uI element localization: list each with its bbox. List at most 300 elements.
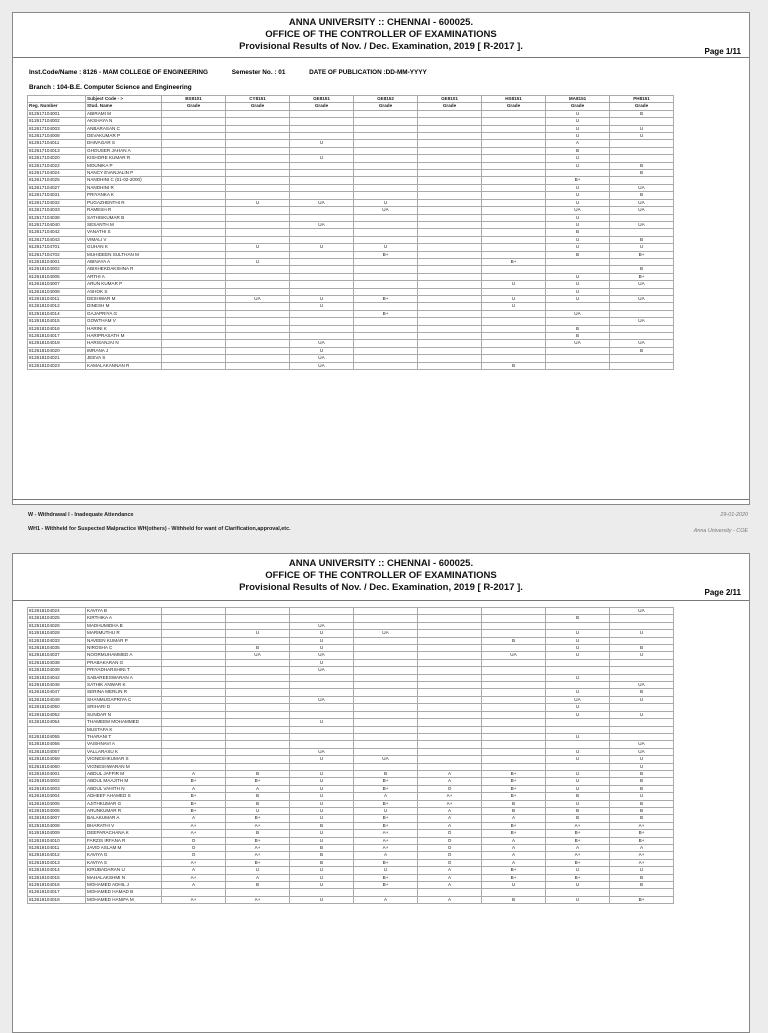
grade-cell: B+	[162, 800, 226, 807]
grade-cell: B	[546, 815, 610, 822]
grade-cell	[482, 310, 546, 317]
grade-cell	[354, 689, 418, 696]
reg-number-cell: 812617104027	[28, 184, 86, 191]
student-name-cell: PRABAKARAN G	[86, 659, 162, 666]
grade-cell: B+	[482, 867, 546, 874]
grade-cell	[354, 184, 418, 191]
grade-cell: U	[290, 244, 354, 251]
grade-cell	[418, 630, 482, 637]
student-name-cell: THARANI T	[86, 733, 162, 740]
grade-cell: U	[226, 199, 290, 206]
grade-cell	[482, 741, 546, 748]
grade-cell	[226, 177, 290, 184]
student-name-cell: NIROSHA C	[86, 645, 162, 652]
grade-cell: A+	[226, 852, 290, 859]
grade-cell: A	[546, 140, 610, 147]
grade-cell: B	[290, 859, 354, 866]
grade-cell: A+	[226, 896, 290, 903]
grade-cell: B+	[610, 251, 674, 258]
grade-cell	[290, 733, 354, 740]
grade-cell: A	[418, 770, 482, 777]
grade-cell: U	[546, 295, 610, 302]
student-name-cell: NAVEEN KUMAR P	[86, 637, 162, 644]
grade-cell	[354, 719, 418, 726]
grade-cell: A+	[610, 822, 674, 829]
student-name-cell: THAMEEM MOHAMMED	[86, 719, 162, 726]
grade-cell	[482, 125, 546, 132]
grade-cell	[610, 155, 674, 162]
student-name-cell: KAVIYA B	[86, 608, 162, 615]
student-name-cell: MADHUMIDHA B	[86, 622, 162, 629]
grade-cell	[162, 667, 226, 674]
grade-cell: B+	[482, 874, 546, 881]
grade-cell	[162, 682, 226, 689]
grade-cell	[290, 251, 354, 258]
grade-cell: B	[354, 770, 418, 777]
grade-cell	[290, 177, 354, 184]
table-row	[28, 622, 674, 629]
table-row	[28, 229, 674, 236]
grade-cell: B	[610, 882, 674, 889]
grade-cell	[226, 347, 290, 354]
grade-cell	[162, 696, 226, 703]
student-name-cell: NOORMUHAMMED A	[86, 652, 162, 659]
table-row	[28, 830, 674, 837]
grade-cell: A+	[162, 896, 226, 903]
reg-number-cell: 812618104001	[28, 258, 86, 265]
grade-cell: U	[610, 133, 674, 140]
student-name-cell: GHOUSER JAHAN A	[86, 147, 162, 154]
table-row	[28, 756, 674, 763]
grade-cell	[354, 273, 418, 280]
reg-number-cell: 812619104012	[28, 852, 86, 859]
student-name-cell: GAJAPRIYA G	[86, 310, 162, 317]
grade-cell	[482, 696, 546, 703]
grade-cell	[226, 162, 290, 169]
grade-cell: B+	[162, 778, 226, 785]
grade-cell: U	[290, 303, 354, 310]
student-name-cell: AKSHAYA N	[86, 118, 162, 125]
grade-cell: B+	[354, 251, 418, 258]
grade-cell	[418, 147, 482, 154]
grade-cell	[290, 258, 354, 265]
student-name-cell: MUHIDEEN SULTHAN M	[86, 251, 162, 258]
grade-cell	[226, 733, 290, 740]
table-row	[28, 184, 674, 191]
reg-number-cell: 812618104020	[28, 347, 86, 354]
grade-cell	[290, 689, 354, 696]
grade-cell: U	[290, 659, 354, 666]
grade-cell: U	[546, 711, 610, 718]
grade-cell: U	[610, 630, 674, 637]
table-row	[28, 659, 674, 666]
table-row	[28, 733, 674, 740]
table-row	[28, 852, 674, 859]
grade-cell	[226, 221, 290, 228]
grade-cell: B	[546, 147, 610, 154]
student-name-cell: PRIYADHARSHINI T	[86, 667, 162, 674]
page-number: Page 1/11	[704, 47, 741, 56]
grade-cell	[290, 147, 354, 154]
grade-cell	[482, 682, 546, 689]
grade-cell: B	[610, 110, 674, 117]
grade-cell	[162, 748, 226, 755]
grade-cell	[546, 667, 610, 674]
reg-number-cell: 812618104002	[28, 266, 86, 273]
student-name-cell: VIMALI V	[86, 236, 162, 243]
grade-cell: A+	[610, 859, 674, 866]
grade-cell	[290, 236, 354, 243]
reg-number-cell: 812618104042	[28, 674, 86, 681]
grade-cell	[482, 340, 546, 347]
table-row	[28, 133, 674, 140]
grade-cell	[418, 325, 482, 332]
reg-number-cell: 812618104014	[28, 310, 86, 317]
table-row	[28, 310, 674, 317]
grade-cell: B	[226, 800, 290, 807]
grade-cell	[290, 214, 354, 221]
student-name-cell: DINESH M	[86, 303, 162, 310]
grade-cell	[482, 133, 546, 140]
grade-cell	[226, 236, 290, 243]
grade-cell	[354, 170, 418, 177]
grade-cell	[418, 362, 482, 369]
student-name-cell: GOWTHAM V	[86, 318, 162, 325]
grade-cell	[482, 273, 546, 280]
grade-cell	[290, 184, 354, 191]
table-row	[28, 615, 674, 622]
grade-cell	[418, 622, 482, 629]
grade-cell	[290, 118, 354, 125]
grade-cell	[546, 355, 610, 362]
grade-cell	[546, 258, 610, 265]
grade-cell: B	[610, 162, 674, 169]
grade-cell	[162, 199, 226, 206]
grade-cell	[610, 733, 674, 740]
grade-cell: A+	[162, 859, 226, 866]
grade-cell	[226, 281, 290, 288]
grade-cell: B	[482, 362, 546, 369]
subject-code-label: Subject Code - >	[86, 96, 162, 103]
table-row	[28, 630, 674, 637]
grade-cell: B	[226, 793, 290, 800]
coe-label: Anna University - COE	[693, 528, 748, 534]
grade-cell	[418, 133, 482, 140]
print-date: 29-01-2020	[720, 512, 748, 518]
grade-cell: U	[290, 830, 354, 837]
results-table	[27, 607, 674, 904]
grade-cell	[162, 273, 226, 280]
grade-cell	[610, 214, 674, 221]
table-row	[28, 696, 674, 703]
reg-number-cell: 812617104031	[28, 192, 86, 199]
grade-cell: UA	[290, 340, 354, 347]
table-row	[28, 800, 674, 807]
reg-number-cell: 812617104025	[28, 177, 86, 184]
student-name-cell: MOHAMED HANIFA M	[86, 896, 162, 903]
grade-cell: B	[226, 645, 290, 652]
grade-cell: O	[418, 845, 482, 852]
grade-cell	[290, 763, 354, 770]
reg-number-cell: 812618104049	[28, 696, 86, 703]
student-name-cell: SATHISKUMAR B	[86, 214, 162, 221]
table-row	[28, 362, 674, 369]
grade-cell: U	[610, 125, 674, 132]
grade-cell: A+	[226, 822, 290, 829]
student-name-cell: VIGNESHKUMAR S	[86, 756, 162, 763]
student-name-cell: PUGAZHENTHI R	[86, 199, 162, 206]
grade-cell: U	[354, 807, 418, 814]
student-name-cell: DEEPARACHANA K	[86, 830, 162, 837]
grade-cell: O	[162, 845, 226, 852]
grade-cell: U	[546, 756, 610, 763]
grade-cell	[354, 133, 418, 140]
grade-cell	[226, 608, 290, 615]
reg-number-cell: 812617104040	[28, 221, 86, 228]
grade-cell	[482, 711, 546, 718]
reg-number-cell: 812618104008	[28, 288, 86, 295]
grade-cell	[418, 110, 482, 117]
grade-cell	[610, 229, 674, 236]
grade-header: Grade	[482, 103, 546, 110]
grade-cell: B+	[482, 785, 546, 792]
grade-cell	[482, 756, 546, 763]
institution-info	[29, 69, 427, 76]
grade-cell: B+	[162, 807, 226, 814]
grade-cell: U	[546, 800, 610, 807]
student-name-cell: ANBARASAN C	[86, 125, 162, 132]
grade-cell: B+	[354, 882, 418, 889]
student-name-cell: AJITHKUMAR G	[86, 800, 162, 807]
grade-cell: B+	[610, 837, 674, 844]
grade-cell	[610, 355, 674, 362]
grade-cell: A	[418, 874, 482, 881]
grade-cell: UA	[610, 741, 674, 748]
student-name-cell: ABDUL VAHITH N	[86, 785, 162, 792]
grade-cell	[226, 689, 290, 696]
grade-cell	[226, 719, 290, 726]
grade-cell	[290, 608, 354, 615]
student-name-cell: JAVID ASLAM M	[86, 845, 162, 852]
grade-cell: U	[290, 896, 354, 903]
grade-cell	[226, 763, 290, 770]
grade-cell: B	[610, 170, 674, 177]
column-header-row	[28, 103, 674, 110]
grade-cell: B	[610, 347, 674, 354]
grade-cell: U	[610, 652, 674, 659]
student-name-cell: SABAREESWARAN A	[86, 674, 162, 681]
grade-cell: U	[290, 882, 354, 889]
grade-cell	[482, 251, 546, 258]
reg-number-cell: 812618104039	[28, 667, 86, 674]
grade-cell	[226, 155, 290, 162]
grade-cell: UA	[290, 362, 354, 369]
reg-number-cell: 812617104013	[28, 147, 86, 154]
grade-cell: A	[418, 822, 482, 829]
grade-cell	[546, 347, 610, 354]
grade-cell: U	[546, 637, 610, 644]
table-row	[28, 214, 674, 221]
grade-cell	[610, 325, 674, 332]
reg-number-cell: 812619104016	[28, 882, 86, 889]
grade-cell	[290, 726, 354, 733]
grade-cell: UA	[290, 696, 354, 703]
grade-cell	[482, 333, 546, 340]
grade-cell	[546, 303, 610, 310]
grade-cell	[226, 726, 290, 733]
student-name-cell: ABDUL JAFFIR M	[86, 770, 162, 777]
student-name-cell: KAMALAKANNAN R	[86, 362, 162, 369]
grade-cell: B	[482, 800, 546, 807]
grade-cell	[610, 667, 674, 674]
grade-cell: U	[290, 719, 354, 726]
results-table	[27, 95, 674, 370]
grade-cell	[226, 318, 290, 325]
grade-cell: B+	[482, 793, 546, 800]
grade-cell: UA	[226, 295, 290, 302]
grade-cell	[162, 229, 226, 236]
grade-cell: U	[546, 162, 610, 169]
grade-cell	[354, 748, 418, 755]
table-row	[28, 110, 674, 117]
grade-cell	[546, 266, 610, 273]
grade-cell: U	[546, 244, 610, 251]
grade-cell: B+	[610, 830, 674, 837]
grade-cell: B+	[354, 859, 418, 866]
grade-cell: U	[610, 244, 674, 251]
grade-cell: B	[290, 852, 354, 859]
grade-cell: B	[546, 807, 610, 814]
grade-cell: O	[418, 785, 482, 792]
grade-cell: U	[482, 281, 546, 288]
grade-cell	[162, 622, 226, 629]
subject-code: BS8101	[162, 96, 226, 103]
grade-cell: U	[290, 140, 354, 147]
grade-cell	[290, 273, 354, 280]
grade-cell: A	[162, 785, 226, 792]
grade-cell	[162, 652, 226, 659]
table-row	[28, 689, 674, 696]
grade-cell: UA	[354, 207, 418, 214]
reg-number-cell: 812619104003	[28, 785, 86, 792]
grade-cell	[354, 674, 418, 681]
grade-cell	[482, 645, 546, 652]
grade-cell	[354, 682, 418, 689]
grade-cell	[546, 659, 610, 666]
reg-number-cell: 812619104014	[28, 867, 86, 874]
reg-number-cell: 812617104020	[28, 155, 86, 162]
grade-cell: A	[418, 815, 482, 822]
grade-cell	[418, 340, 482, 347]
grade-cell	[226, 659, 290, 666]
grade-cell: UA	[610, 221, 674, 228]
student-name-cell: VAISHNAVI A	[86, 741, 162, 748]
grade-cell	[610, 674, 674, 681]
header-divider	[13, 57, 749, 58]
grade-cell	[162, 258, 226, 265]
table-row	[28, 667, 674, 674]
reg-number-cell: 812618104012	[28, 303, 86, 310]
grade-cell	[610, 615, 674, 622]
grade-cell	[290, 207, 354, 214]
reg-number-cell: 812617104001	[28, 110, 86, 117]
publication-date: DATE OF PUBLICATION :DD-MM-YYYY	[309, 69, 427, 76]
grade-cell	[482, 318, 546, 325]
grade-cell	[418, 763, 482, 770]
grade-cell	[418, 726, 482, 733]
reg-number-cell: 812618104024	[28, 608, 86, 615]
grade-cell	[546, 622, 610, 629]
grade-cell	[354, 652, 418, 659]
grade-cell	[354, 696, 418, 703]
grade-cell	[354, 711, 418, 718]
student-name-cell: SERINA MERLIN R	[86, 689, 162, 696]
grade-cell	[482, 140, 546, 147]
student-name-cell: SUNDAR N	[86, 711, 162, 718]
table-row	[28, 177, 674, 184]
grade-cell	[226, 110, 290, 117]
grade-cell: U	[482, 295, 546, 302]
grade-cell: U	[290, 837, 354, 844]
grade-cell: A	[418, 778, 482, 785]
grade-cell	[418, 674, 482, 681]
grade-cell	[418, 221, 482, 228]
reg-number-cell: 812619104018	[28, 896, 86, 903]
grade-cell	[482, 615, 546, 622]
grade-cell	[418, 704, 482, 711]
grade-cell: U	[290, 807, 354, 814]
grade-cell: B+	[482, 778, 546, 785]
grade-cell	[290, 318, 354, 325]
grade-cell: A	[482, 837, 546, 844]
grade-cell	[226, 741, 290, 748]
grade-cell: B+	[354, 295, 418, 302]
grade-cell	[354, 667, 418, 674]
exam-title: Provisional Results of Nov. / Dec. Examination, 2019 [ R-2017 ].	[239, 582, 523, 593]
reg-number-cell: 812617104003	[28, 125, 86, 132]
grade-cell	[418, 244, 482, 251]
student-name-cell: VANATHI S	[86, 229, 162, 236]
grade-cell	[162, 325, 226, 332]
table-row	[28, 711, 674, 718]
grade-cell	[162, 147, 226, 154]
table-row	[28, 207, 674, 214]
grade-cell: A	[482, 852, 546, 859]
grade-cell	[418, 333, 482, 340]
student-name-cell: DHIVAGAR S	[86, 140, 162, 147]
grade-cell	[418, 711, 482, 718]
grade-cell	[418, 889, 482, 896]
grade-cell	[162, 340, 226, 347]
grade-cell	[226, 229, 290, 236]
grade-cell	[546, 682, 610, 689]
grade-cell	[482, 207, 546, 214]
grade-cell	[226, 637, 290, 644]
grade-cell: U	[546, 630, 610, 637]
subject-code: GE8151	[290, 96, 354, 103]
subject-code: MA8151	[546, 96, 610, 103]
student-name-cell: SATHIK ANWAR K	[86, 682, 162, 689]
grade-cell	[226, 184, 290, 191]
grade-cell: A	[482, 815, 546, 822]
student-name-cell: MAHALAKSHMI N	[86, 874, 162, 881]
grade-cell	[482, 704, 546, 711]
table-row	[28, 258, 674, 265]
student-name-cell: ARUN KUMAR P	[86, 281, 162, 288]
table-row	[28, 778, 674, 785]
grade-cell	[354, 608, 418, 615]
grade-cell	[418, 184, 482, 191]
